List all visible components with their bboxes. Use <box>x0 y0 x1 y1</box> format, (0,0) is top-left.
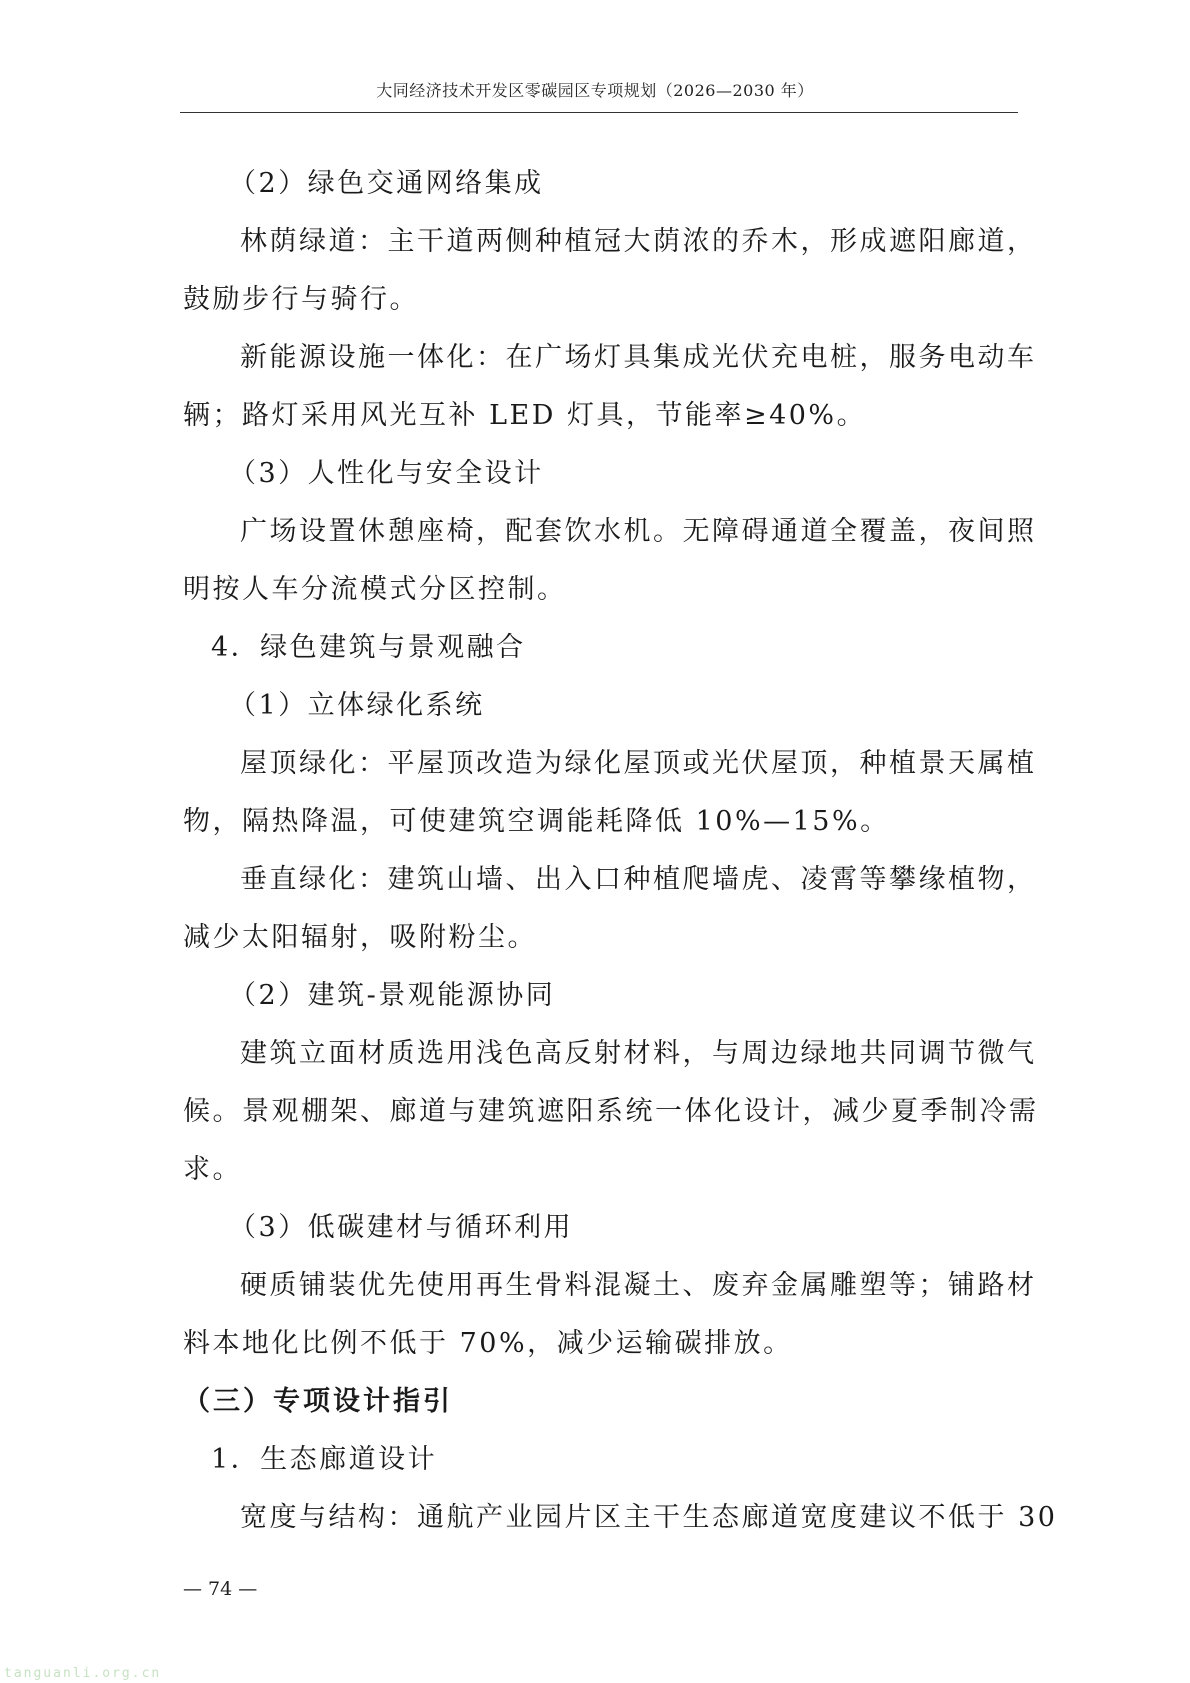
paragraph-line: 宽度与结构：通航产业园片区主干生态廊道宽度建议不低于 30 <box>240 1502 1058 1533</box>
paragraph-line: 料本地化比例不低于 70%，减少运输碳排放。 <box>183 1328 793 1359</box>
subheading: （3）人性化与安全设计 <box>229 458 544 489</box>
paragraph-line: 广场设置休憩座椅，配套饮水机。无障碍通道全覆盖，夜间照 <box>240 516 1037 547</box>
paragraph-line: 物，隔热降温，可使建筑空调能耗降低 10%—15%。 <box>183 806 890 837</box>
paragraph-line: 明按人车分流模式分区控制。 <box>183 574 567 605</box>
subheading: （2）绿色交通网络集成 <box>229 168 544 199</box>
numbered-heading: 4．绿色建筑与景观融合 <box>211 632 526 663</box>
paragraph-line: 减少太阳辐射，吸附粉尘。 <box>183 922 537 953</box>
header-rule <box>180 112 1018 113</box>
section-heading: （三）专项设计指引 <box>183 1386 453 1417</box>
paragraph-line: 候。景观棚架、廊道与建筑遮阳系统一体化设计，减少夏季制冷需 <box>183 1096 1039 1127</box>
paragraph-line: 新能源设施一体化：在广场灯具集成光伏充电桩，服务电动车 <box>240 342 1037 373</box>
running-header: 大同经济技术开发区零碳园区专项规划（2026—2030 年） <box>376 81 814 100</box>
page-body <box>183 155 1058 1547</box>
subheading: （3）低碳建材与循环利用 <box>229 1212 574 1243</box>
paragraph-line: 林荫绿道：主干道两侧种植冠大荫浓的乔木，形成遮阳廊道， <box>240 226 1037 257</box>
paragraph-line: 建筑立面材质选用浅色高反射材料，与周边绿地共同调节微气 <box>240 1038 1037 1069</box>
paragraph-line: 求。 <box>183 1154 242 1185</box>
subheading: （2）建筑-景观能源协同 <box>229 980 556 1011</box>
watermark-text: tanguanli.org.cn <box>4 1666 162 1681</box>
subheading: （1）立体绿化系统 <box>229 690 485 721</box>
paragraph-line: 硬质铺装优先使用再生骨料混凝土、废弃金属雕塑等；铺路材 <box>240 1270 1037 1301</box>
paragraph-line: 辆；路灯采用风光互补 LED 灯具，节能率≥40%。 <box>183 400 867 431</box>
paragraph-line: 垂直绿化：建筑山墙、出入口种植爬墙虎、凌霄等攀缘植物， <box>240 864 1037 895</box>
numbered-heading: 1．生态廊道设计 <box>211 1444 438 1475</box>
page-number: — 74 — <box>183 1578 258 1600</box>
paragraph-line: 屋顶绿化：平屋顶改造为绿化屋顶或光伏屋顶，种植景天属植 <box>240 748 1037 779</box>
paragraph-line: 鼓励步行与骑行。 <box>183 284 419 315</box>
